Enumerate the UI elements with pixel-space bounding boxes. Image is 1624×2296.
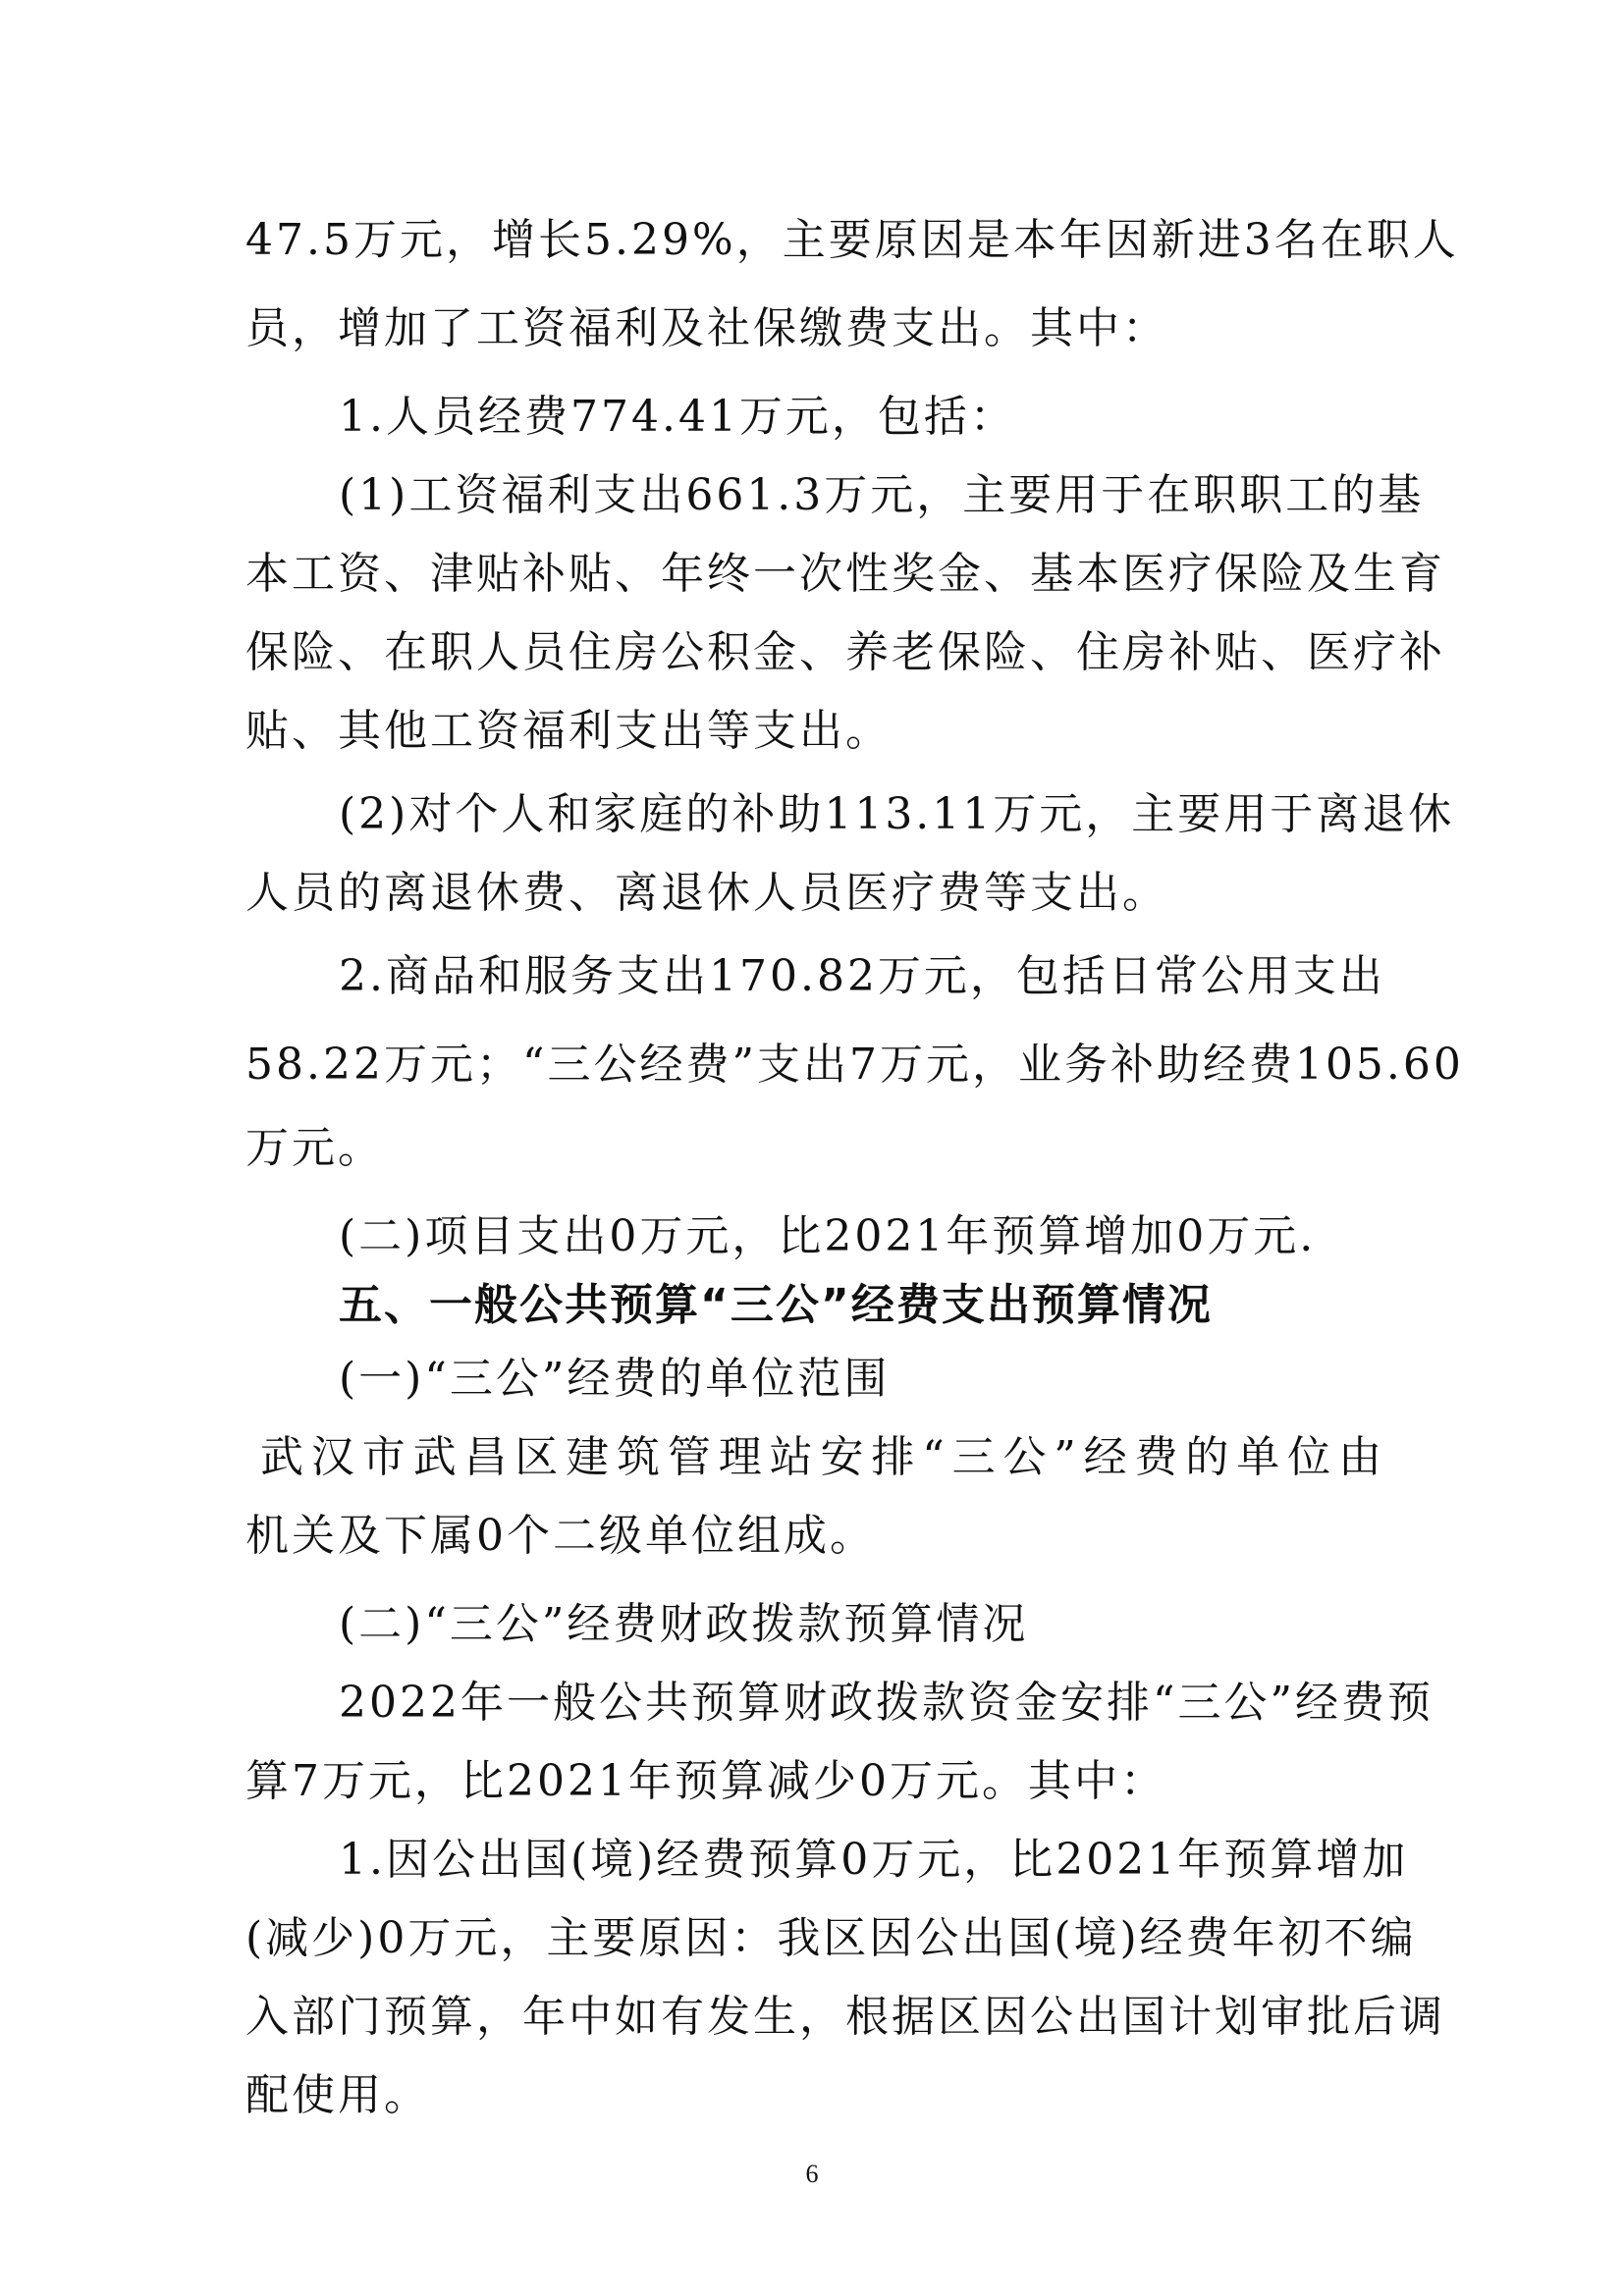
paragraph-line: 万元。 (245, 1123, 384, 1173)
paragraph-line: 2.商品和服务支出170.82万元，包括日常公用支出 (339, 951, 1385, 1001)
paragraph-line: 配使用。 (245, 2070, 430, 2120)
paragraph-line: (1)工资福利支出661.3万元，主要用于在职职工的基 (339, 470, 1425, 520)
paragraph-line: 47.5万元，增长5.29%，主要原因是本年因新进3名在职人 (245, 215, 1459, 265)
paragraph-line: (2)对个人和家庭的补助113.11万元，主要用于离退休 (339, 789, 1455, 839)
paragraph-line: (二)项目支出0万元，比2021年预算增加0万元. (339, 1211, 1317, 1261)
paragraph-line: 2022年一般公共预算财政拨款资金安排“三公”经费预 (339, 1678, 1434, 1728)
paragraph-line: 58.22万元；“三公经费”支出7万元，业务补助经费105.60 (245, 1040, 1464, 1090)
paragraph-line: 算7万元，比2021年预算减少0万元。其中： (245, 1756, 1166, 1806)
paragraph-line: 保险、在职人员住房公积金、养老保险、住房补贴、医疗补 (245, 627, 1445, 677)
paragraph-line: 入部门预算，年中如有发生，根据区因公出国计划审批后调 (245, 1992, 1445, 2042)
paragraph-line: 贴、其他工资福利支出等支出。 (245, 706, 892, 756)
paragraph-line: 机关及下属0个二级单位组成。 (245, 1511, 876, 1561)
paragraph-line: 员，增加了工资福利及社保缴费支出。其中： (245, 303, 1168, 353)
section-heading: 五、一般公共预算“三公”经费支出预算情况 (339, 1280, 1213, 1330)
paragraph-line: 1.因公出国(境)经费预算0万元，比2021年预算增加 (339, 1835, 1409, 1885)
paragraph-line: (减少)0万元，主要原因：我区因公出国(境)经费年初不编 (245, 1913, 1417, 1963)
paragraph-line: 本工资、津贴补贴、年终一次性奖金、基本医疗保险及生育 (245, 549, 1445, 599)
paragraph-line: 人员的离退休费、离退休人员医疗费等支出。 (245, 868, 1168, 918)
subsection-heading: (一)“三公”经费的单位范围 (339, 1354, 891, 1404)
page-number: 6 (805, 2160, 819, 2188)
subsection-heading: (二)“三公”经费财政拨款预算情况 (339, 1599, 1029, 1649)
paragraph-line: 武汉市武昌区建筑管理站安排“三公”经费的单位由 (260, 1432, 1384, 1482)
paragraph-line: 1.人员经费774.41万元，包括： (339, 392, 1016, 442)
